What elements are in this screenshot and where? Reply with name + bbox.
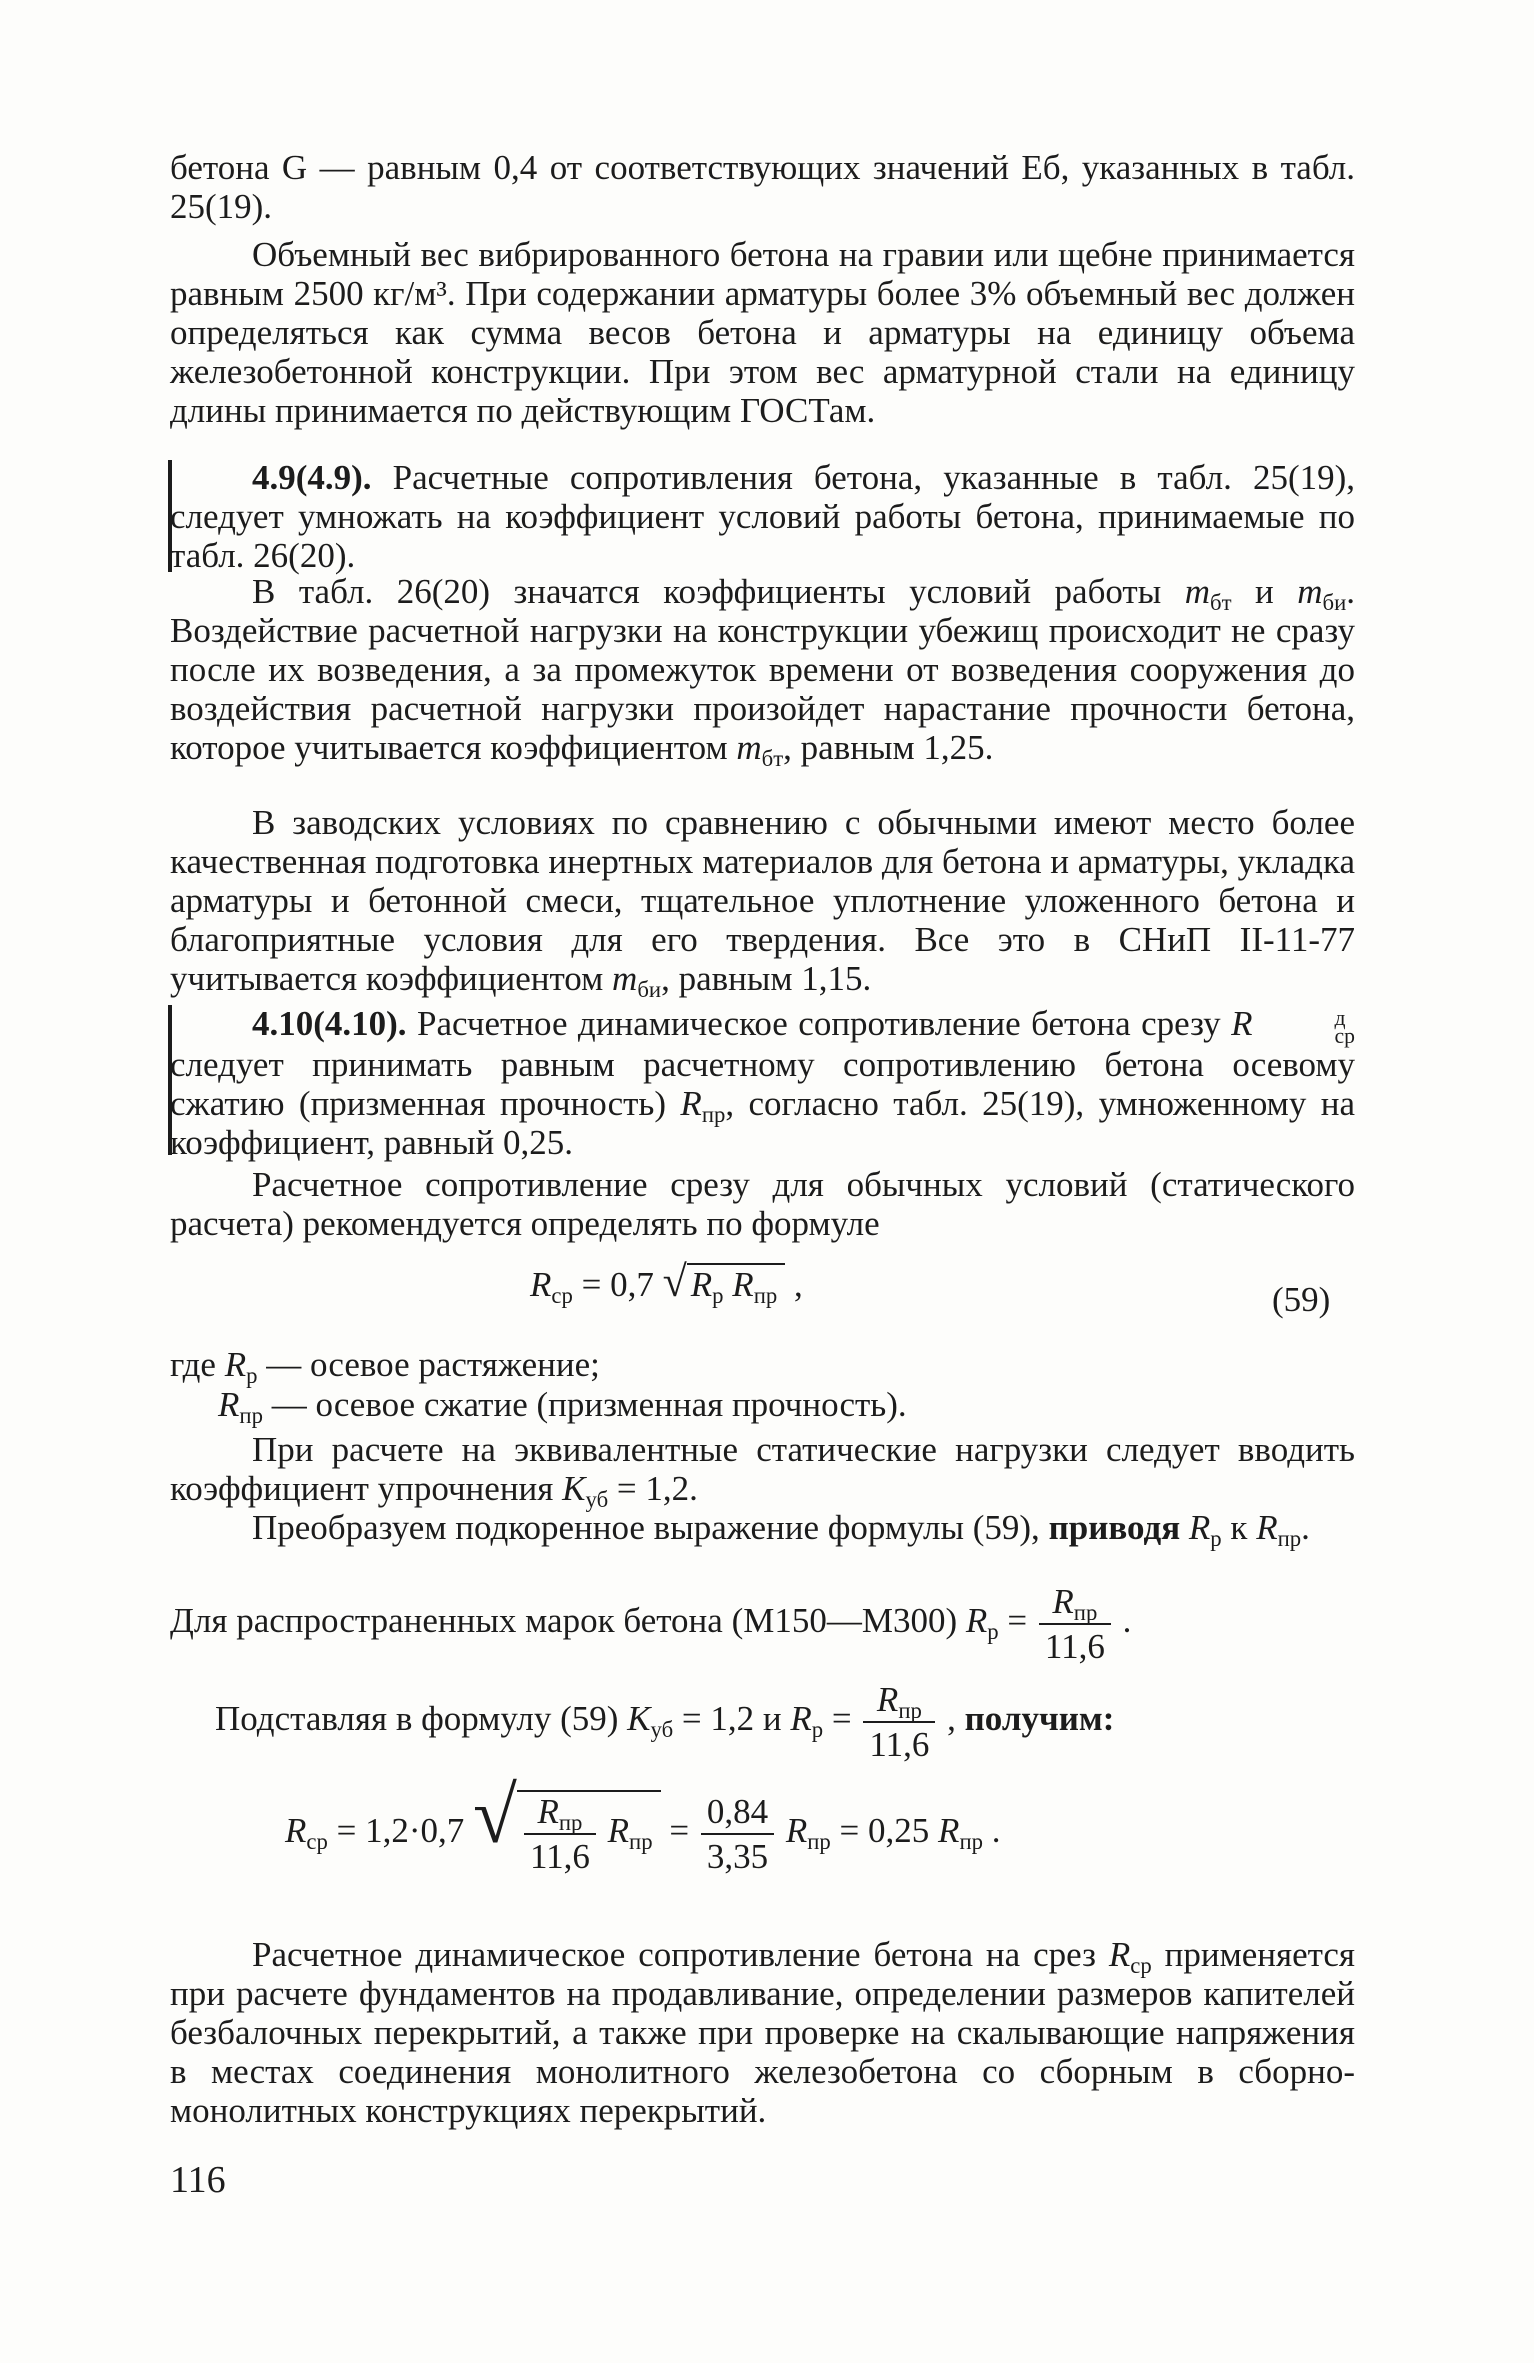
paragraph-3 [170, 572, 1355, 771]
symbol-m: m [736, 728, 762, 767]
paragraph-5: Расчетное сопротивление срезу для обычных условий (статического расчета) рекомендуется определять по формуле [170, 1165, 1355, 1243]
denominator: 3,35 [706, 1837, 769, 1876]
text: применяется при расчете фундаментов на продавливание, определении размеров капителей безбалочных перекрытий, а также при проверке на скалывающие напряжения в местах соединения монолитного железобетона со сборным в сборно-монолитных конструкциях перекрытий. [170, 1935, 1355, 2130]
subscript: бт [761, 745, 784, 771]
symbol-R: R [938, 1811, 960, 1851]
fraction [524, 1792, 596, 1876]
section-4-9 [170, 458, 1355, 575]
section-number: 4.10(4.10). [252, 1004, 407, 1043]
text: Подставляя в формулу (59) [215, 1699, 628, 1739]
text: , равным 1,15. [661, 959, 872, 998]
text: . Воздействие расчетной нагрузки на конструкции убежищ происходит не сразу после их возведения, а за промежуток времени от возведения сооружения до воздействия расчетной нагрузки произойдет нарастание прочности бетона, которое учитывается коэффициентом [170, 572, 1355, 767]
text: , [938, 1699, 965, 1739]
symbol-R: R [224, 1345, 247, 1384]
symbol-R: R [598, 1811, 630, 1851]
radical-sign: √ [473, 1772, 517, 1861]
subscript: р [712, 1282, 724, 1308]
paragraph-7 [170, 1508, 1355, 1551]
text: , равным 1,25. [783, 728, 994, 767]
formula-2 [285, 1772, 1001, 1876]
text: При расчете на эквивалентные статические нагрузки следует вводить коэффициент упрочнения [170, 1430, 1355, 1508]
text: = 1,2. [608, 1469, 698, 1508]
subscript: уб [650, 1716, 674, 1742]
subscript: пр [701, 1102, 726, 1128]
symbol-R: R [218, 1385, 240, 1424]
symbol-R: R [777, 1811, 808, 1851]
text: где [170, 1345, 225, 1384]
denominator: 11,6 [1044, 1627, 1105, 1666]
subscript: уб [585, 1486, 609, 1512]
radical-sign: √ [662, 1257, 687, 1306]
text: к [1221, 1508, 1257, 1547]
subscript: р [246, 1362, 258, 1388]
superscript: д [1334, 1005, 1346, 1030]
symbol-m: m [1184, 572, 1210, 611]
fraction [701, 1792, 774, 1876]
numerator [1039, 1582, 1111, 1625]
symbol-R: R [1108, 1935, 1131, 1974]
subscript: пр [1277, 1525, 1302, 1551]
where-line-1 [170, 1345, 600, 1388]
symbol-K: K [627, 1699, 651, 1739]
section-text: Расчетные сопротивления бетона, указанные в табл. 25(19), следует умножать на коэффициент условий работы бетона, принимаемые по табл. 26(20). [170, 458, 1355, 575]
numerator [863, 1680, 935, 1723]
text: = [998, 1601, 1036, 1641]
symbol-R: R [965, 1601, 988, 1641]
paragraph-6 [170, 1430, 1355, 1512]
denominator: 11,6 [529, 1837, 590, 1876]
subscript: ср [306, 1828, 328, 1854]
symbol-K: K [562, 1469, 586, 1508]
text: = [823, 1699, 861, 1739]
text: Для распространенных марок бетона (М150—М300) [170, 1601, 966, 1641]
text: . [1301, 1508, 1310, 1547]
symbol-m: m [1297, 572, 1323, 611]
text: В табл. 26(20) значатся коэффициенты условий работы [252, 572, 1185, 611]
text: = [660, 1811, 698, 1851]
numerator [524, 1792, 596, 1835]
subscript: пр [898, 1697, 922, 1723]
subscript: би [1322, 589, 1347, 615]
numerator: 0,84 [701, 1792, 774, 1835]
paragraph-8 [170, 1582, 1131, 1666]
formula-number: (59) [1272, 1280, 1331, 1319]
section-4-10 [170, 1004, 1355, 1162]
subscript: пр [239, 1402, 263, 1428]
symbol-R: R [530, 1265, 552, 1304]
symbol-R: R [1231, 1004, 1253, 1043]
subscript: пр [807, 1828, 831, 1854]
symbol-R: R [1256, 1508, 1278, 1547]
text: . [1113, 1601, 1132, 1641]
symbol-R: R [537, 1792, 559, 1831]
formula-59 [530, 1257, 803, 1308]
text: Преобразуем подкоренное выражение формулы (59), [252, 1508, 1049, 1547]
text: = 1,2·0,7 [327, 1811, 474, 1851]
symbol-R: R [876, 1680, 899, 1719]
text: В заводских условиях по сравнению с обычными имеют место более качественная подготовка инертных материалов для бетона и арматуры, укладка арматуры и бетонной смеси, тщательное уплотнение уложенного бетона и благоприятные условия для его твердения. Все это в СНиП II-11-77 учитывается коэффициентом [170, 803, 1355, 998]
text: , согласно табл. 25(19), умноженному на коэффициент, равный 0,25. [170, 1084, 1355, 1163]
symbol-R: R [1052, 1582, 1074, 1621]
subscript: р [1210, 1525, 1222, 1551]
text: — осевое сжатие (призменная прочность). [262, 1385, 907, 1424]
denominator: 11,6 [869, 1725, 930, 1764]
text: . [983, 1811, 1001, 1851]
text: — осевое растяжение; [257, 1345, 600, 1384]
text: и [1231, 572, 1298, 611]
symbol-R: R [723, 1265, 754, 1304]
symbol-R: R [1188, 1508, 1211, 1547]
subscript: пр [558, 1809, 583, 1835]
text: = 1,2 и [673, 1699, 791, 1739]
paragraph-10 [170, 1935, 1355, 2130]
subscript: ср [1130, 1952, 1152, 1978]
text: Расчетное динамическое сопротивление бетона на срез [252, 1935, 1109, 1974]
paragraph-2: Объемный вес вибрированного бетона на гравии или щебне принимается равным 2500 кг/м³. При содержании арматуры более 3% объемный вес должен определяться как сумма весов бетона и арматуры на единицу объема железобетонной конструкции. При этом вес арматурной стали на единицу длины принимается по действующим ГОСТам. [170, 235, 1355, 430]
text: = 0,7 [572, 1265, 663, 1304]
subscript: ср [551, 1282, 573, 1308]
symbol-R: R [285, 1811, 307, 1851]
radicand [517, 1790, 661, 1876]
bold-word: приводя [1048, 1508, 1181, 1547]
subscript: р [811, 1716, 824, 1742]
fraction [863, 1680, 935, 1764]
paragraph-1: бетона G — равным 0,4 от соответствующих значений Eб, указанных в табл. 25(19). [170, 148, 1355, 226]
subscript: бт [1210, 589, 1232, 615]
subscript: пр [629, 1828, 653, 1854]
symbol-R: R [680, 1084, 702, 1124]
subscript: р [987, 1618, 999, 1644]
page-number: 116 [170, 2159, 226, 2201]
paragraph-4 [170, 803, 1355, 1002]
text: Расчетное динамическое сопротивление бетона срезу [406, 1004, 1232, 1043]
symbol-m: m [612, 959, 638, 998]
radicand [687, 1263, 785, 1308]
paragraph-9 [215, 1680, 1114, 1764]
fraction [1039, 1582, 1111, 1666]
symbol-R: R [790, 1699, 812, 1739]
text: , [785, 1265, 803, 1304]
subscript: пр [753, 1282, 778, 1308]
subscript: би [637, 976, 662, 1002]
text: = 0,25 [830, 1811, 939, 1851]
subscript: пр [1073, 1599, 1098, 1625]
bold-word: получим: [964, 1699, 1115, 1739]
section-number: 4.9(4.9). [252, 458, 372, 497]
subscript: ср [1334, 1023, 1355, 1048]
where-line-2 [218, 1385, 907, 1428]
symbol-R: R [690, 1265, 713, 1304]
text: следует принимать равным расчетному сопротивлению бетона осевому сжатию (призменная прочность) [170, 1045, 1355, 1124]
subscript: пр [959, 1828, 983, 1854]
sup-sub [1253, 1005, 1355, 1048]
